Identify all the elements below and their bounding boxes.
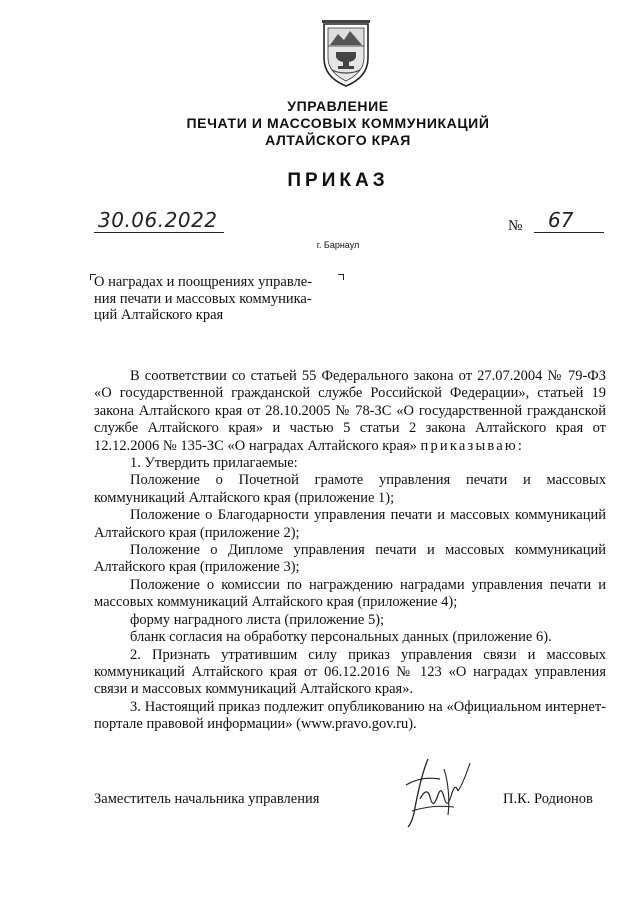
- signer-name: П.К. Родионов: [503, 791, 593, 807]
- item-1-d: Положение о комиссии по награждению наградами управления печати и массовых коммуникаций Алтайского края (приложение 4);: [94, 576, 606, 611]
- item-1-f: бланк согласия на обработку персональных данных (приложение 6).: [130, 629, 552, 646]
- order-subject: [94, 274, 344, 324]
- altai-krai-coat-of-arms-icon: [318, 18, 374, 88]
- item-3: 3. Настоящий приказ подлежит опубликованию на «Официальном интернет-портале правовой информации» (www.pravo.gov.ru).: [94, 698, 606, 733]
- item-1: 1. Утвердить прилагаемые:: [130, 455, 298, 472]
- document-type-title: ПРИКАЗ: [287, 170, 389, 191]
- org-name-line-3: АЛТАЙСКОГО КРАЯ: [265, 132, 411, 148]
- order-word: приказываю:: [420, 437, 525, 454]
- item-1-a: Положение о Почетной грамоте управления печати и массовых коммуникаций Алтайского края (приложение 1);: [94, 472, 606, 506]
- city-line: г. Барнаул: [316, 240, 360, 250]
- number-label: №: [508, 218, 523, 234]
- org-name-line-1: УПРАВЛЕНИЕ: [287, 98, 389, 114]
- preamble-text: В соответствии со статьей 55 Федерального закона от 27.07.2004 № 79-ФЗ «О государственной гражданской службе Российской Федерации», статьей 19 закона Алтайского края от 28.10.2005 № 78-ЗС «О государственной гражданской службе Алтайского края» и частью 5 статьи 2 закона Алтайского края от 12.12.2006 № 135-ЗС «О наградах Алтайского края»: [94, 368, 606, 454]
- item-2: 2. Признать утратившим силу приказ управления связи и массовых коммуникаций Алтайского края от 06.12.2016 № 123 «О наградах управления связи и массовых коммуникаций Алтайского края».: [94, 646, 606, 698]
- subject-line-2: ния печати и массовых коммуника-: [94, 290, 312, 307]
- handwritten-signature: [398, 755, 478, 830]
- order-number: 67: [548, 208, 574, 232]
- item-1-c: Положение о Дипломе управления печати и массовых коммуникаций Алтайского края (приложение 3);: [94, 542, 606, 576]
- order-date: 30.06.2022: [98, 208, 218, 232]
- date-underline: [94, 232, 224, 233]
- item-1-e: форму наградного листа (приложение 5);: [130, 611, 385, 628]
- org-name-line-2: ПЕЧАТИ И МАССОВЫХ КОММУНИКАЦИЙ: [186, 115, 490, 131]
- number-underline: [534, 232, 604, 233]
- preamble-paragraph: [94, 368, 606, 455]
- order-body: [94, 368, 606, 734]
- subject-line-1: О наградах и поощрениях управле-: [94, 274, 313, 290]
- item-1-b: Положение о Благодарности управления печати и массовых коммуникаций Алтайского края (приложение 2);: [94, 507, 606, 541]
- subject-line-3: ций Алтайского края: [94, 307, 224, 323]
- signer-position: Заместитель начальника управления: [94, 791, 320, 807]
